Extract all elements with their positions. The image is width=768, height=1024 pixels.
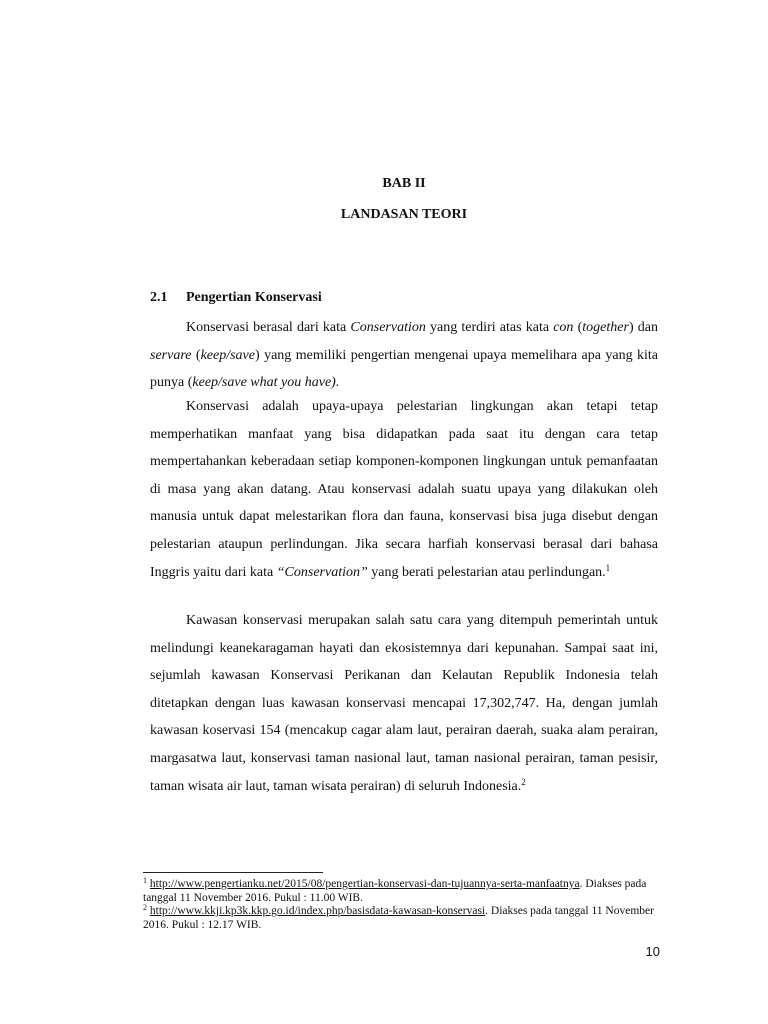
footnote-ref-1[interactable]: 1 xyxy=(605,562,611,573)
footnote-divider xyxy=(143,872,323,873)
paragraph-2 xyxy=(150,393,658,586)
paragraph-1 xyxy=(150,314,658,397)
term-together: together xyxy=(582,320,629,335)
footnote-text: . Diakses pada tanggal 11 November 2016. Pukul : 12.17 WIB. xyxy=(143,905,654,931)
term-servare: servare xyxy=(150,347,192,363)
footnote-marker: 1 xyxy=(143,876,147,885)
term-conservation-quoted: “Conservation” xyxy=(276,564,368,580)
text-run: ) yang memiliki pengertian mengenai upaya memelihara apa yang kita punya ( xyxy=(150,347,658,391)
footnote-text: . Diakses pada tanggal 11 November 2016. Pukul : 11.00 WIB. xyxy=(143,878,647,904)
text-run: Konservasi berasal dari kata xyxy=(186,320,351,335)
term-keep-save-what-you-have: keep/save what you have). xyxy=(192,375,340,391)
footnote-ref-2[interactable]: 2 xyxy=(521,776,526,787)
section-heading xyxy=(150,290,322,306)
text-run: Kawasan konservasi merupakan salah satu cara yang ditempuh pemerintah untuk melindungi keanekaragaman hayati dan ekosistemnya dari kepunahan. Sampai saat ini, sejumlah kawasan Konservasi Perikanan dan Kelautan Republik Indonesia telah ditetapkan dengan luas kawasan konservasi mencapai 17,302,747. Ha, dengan jumlah kawasan koservasi 154 (mencakup cagar alam laut, perairan daerah, suaka alam perairan, margasatwa laut, konservasi taman nasional laut, taman nasional perairan, taman pesisir, taman wisata air laut, taman wisata perairan) di seluruh Indonesia. xyxy=(150,613,658,794)
text-run: yang berati pelestarian atau perlindungan. xyxy=(367,564,606,580)
chapter-number: BAB II xyxy=(382,176,426,191)
footnote-link[interactable]: http://www.kkji.kp3k.kkp.go.id/index.php/basisdata-kawasan-konservasi xyxy=(149,905,486,917)
section-title: Pengertian Konservasi xyxy=(186,290,322,305)
text-run: ) dan xyxy=(628,320,658,335)
term-keep-save: keep/save xyxy=(200,347,255,363)
footnote-2 xyxy=(143,905,659,932)
page-number: 10 xyxy=(645,944,660,959)
text-run: Konservasi adalah upaya-upaya pelestarian lingkungan akan tetapi tetap memperhatikan manfaat yang bisa didapatkan pada saat itu dengan cara tetap mempertahankan keberadaan setiap komponen-komponen lingkungan untuk pemanfaatan di masa yang akan datang. Atau konservasi adalah suatu upaya yang dilakukan oleh manusia untuk dapat melestarikan flora dan fauna, konservasi bisa juga disebut dengan pelestarian ataupun perlindungan. Jika secara harfiah konservasi berasal dari bahasa Inggris yaitu dari kata xyxy=(150,399,658,580)
footnote-1 xyxy=(143,878,659,905)
term-conservation: Conservation xyxy=(350,320,426,335)
text-run: yang terdiri atas kata xyxy=(425,320,554,335)
text-run: ( xyxy=(573,320,583,335)
footnote-marker: 2 xyxy=(143,903,147,912)
paragraph-3 xyxy=(150,607,658,800)
text-run: ( xyxy=(191,347,201,363)
chapter-title: LANDASAN TEORI xyxy=(340,207,468,222)
section-number: 2.1 xyxy=(150,290,168,305)
footnotes xyxy=(143,878,659,932)
term-con: con xyxy=(553,320,574,335)
footnote-link[interactable]: http://www.pengertianku.net/2015/08/pengertian-konservasi-dan-tujuannya-serta-manfaatnya xyxy=(149,878,580,890)
